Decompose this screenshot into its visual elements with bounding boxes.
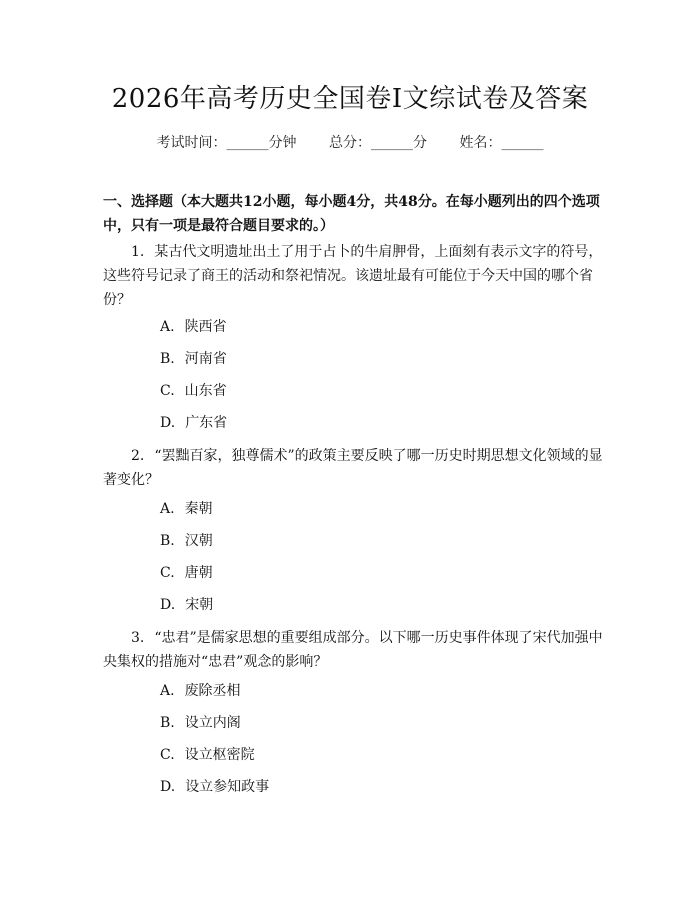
question-1 [103, 240, 603, 312]
option-letter: B. [160, 533, 175, 549]
exam-time-field: 考试时间：______分钟 [156, 135, 297, 151]
option-text: 广东省 [185, 415, 228, 431]
option-letter: D. [160, 597, 176, 613]
exam-meta [0, 132, 700, 152]
question-1-option-b [160, 348, 227, 368]
option-letter: D. [160, 779, 176, 795]
question-2 [103, 444, 603, 492]
question-2-option-d [160, 594, 213, 614]
question-3 [103, 626, 603, 674]
question-3-option-c [160, 744, 255, 764]
question-2-option-a [160, 498, 213, 518]
question-3-option-d [160, 776, 269, 796]
option-letter: A. [160, 319, 175, 335]
option-text: 设立参知政事 [185, 779, 270, 795]
section-heading: 一、选择题（本大题共12小题，每小题4分，共48分。在每小题列出的四个选项中，只有一项是最符合题目要求的。） [103, 194, 600, 234]
option-text: 宋朝 [185, 597, 214, 613]
option-letter: C. [160, 383, 175, 399]
option-text: 设立内阁 [184, 715, 241, 731]
question-text: “罢黜百家，独尊儒术”的政策主要反映了哪一历史时期思想文化领域的显著变化？ [103, 448, 603, 488]
question-2-option-c [160, 562, 213, 582]
option-text: 河南省 [184, 351, 227, 367]
option-letter: A. [160, 501, 175, 517]
question-3-option-b [160, 712, 241, 732]
question-1-option-a [160, 316, 227, 336]
option-letter: B. [160, 351, 175, 367]
name-field: 姓名：______ [459, 135, 544, 151]
option-text: 唐朝 [184, 565, 213, 581]
option-text: 山东省 [184, 383, 227, 399]
question-2-option-b [160, 530, 213, 550]
question-text: 某古代文明遗址出土了用于占卜的牛肩胛骨，上面刻有表示文字的符号，这些符号记录了商王的活动和祭祀情况。该遗址最有可能位于今天中国的哪个省份？ [103, 244, 603, 308]
option-letter: C. [160, 747, 175, 763]
option-letter: C. [160, 565, 175, 581]
option-text: 汉朝 [184, 533, 213, 549]
question-number: 1. [131, 244, 145, 260]
option-letter: A. [160, 683, 175, 699]
question-1-option-c [160, 380, 227, 400]
option-letter: D. [160, 415, 176, 431]
question-3-option-a [160, 680, 241, 700]
page-title: 2026年高考历史全国卷Ⅰ文综试卷及答案 [111, 84, 589, 114]
total-score-field: 总分：______分 [329, 135, 427, 151]
option-text: 设立枢密院 [184, 747, 255, 763]
option-letter: B. [160, 715, 175, 731]
option-text: 秦朝 [184, 501, 213, 517]
question-text: “忠君”是儒家思想的重要组成部分。以下哪一历史事件体现了宋代加强中央集权的措施对“忠君”观念的影响？ [103, 630, 603, 670]
option-text: 陕西省 [184, 319, 227, 335]
question-number: 2. [131, 448, 145, 464]
question-number: 3. [131, 630, 145, 646]
option-text: 废除丞相 [184, 683, 241, 699]
question-1-option-d [160, 412, 227, 432]
